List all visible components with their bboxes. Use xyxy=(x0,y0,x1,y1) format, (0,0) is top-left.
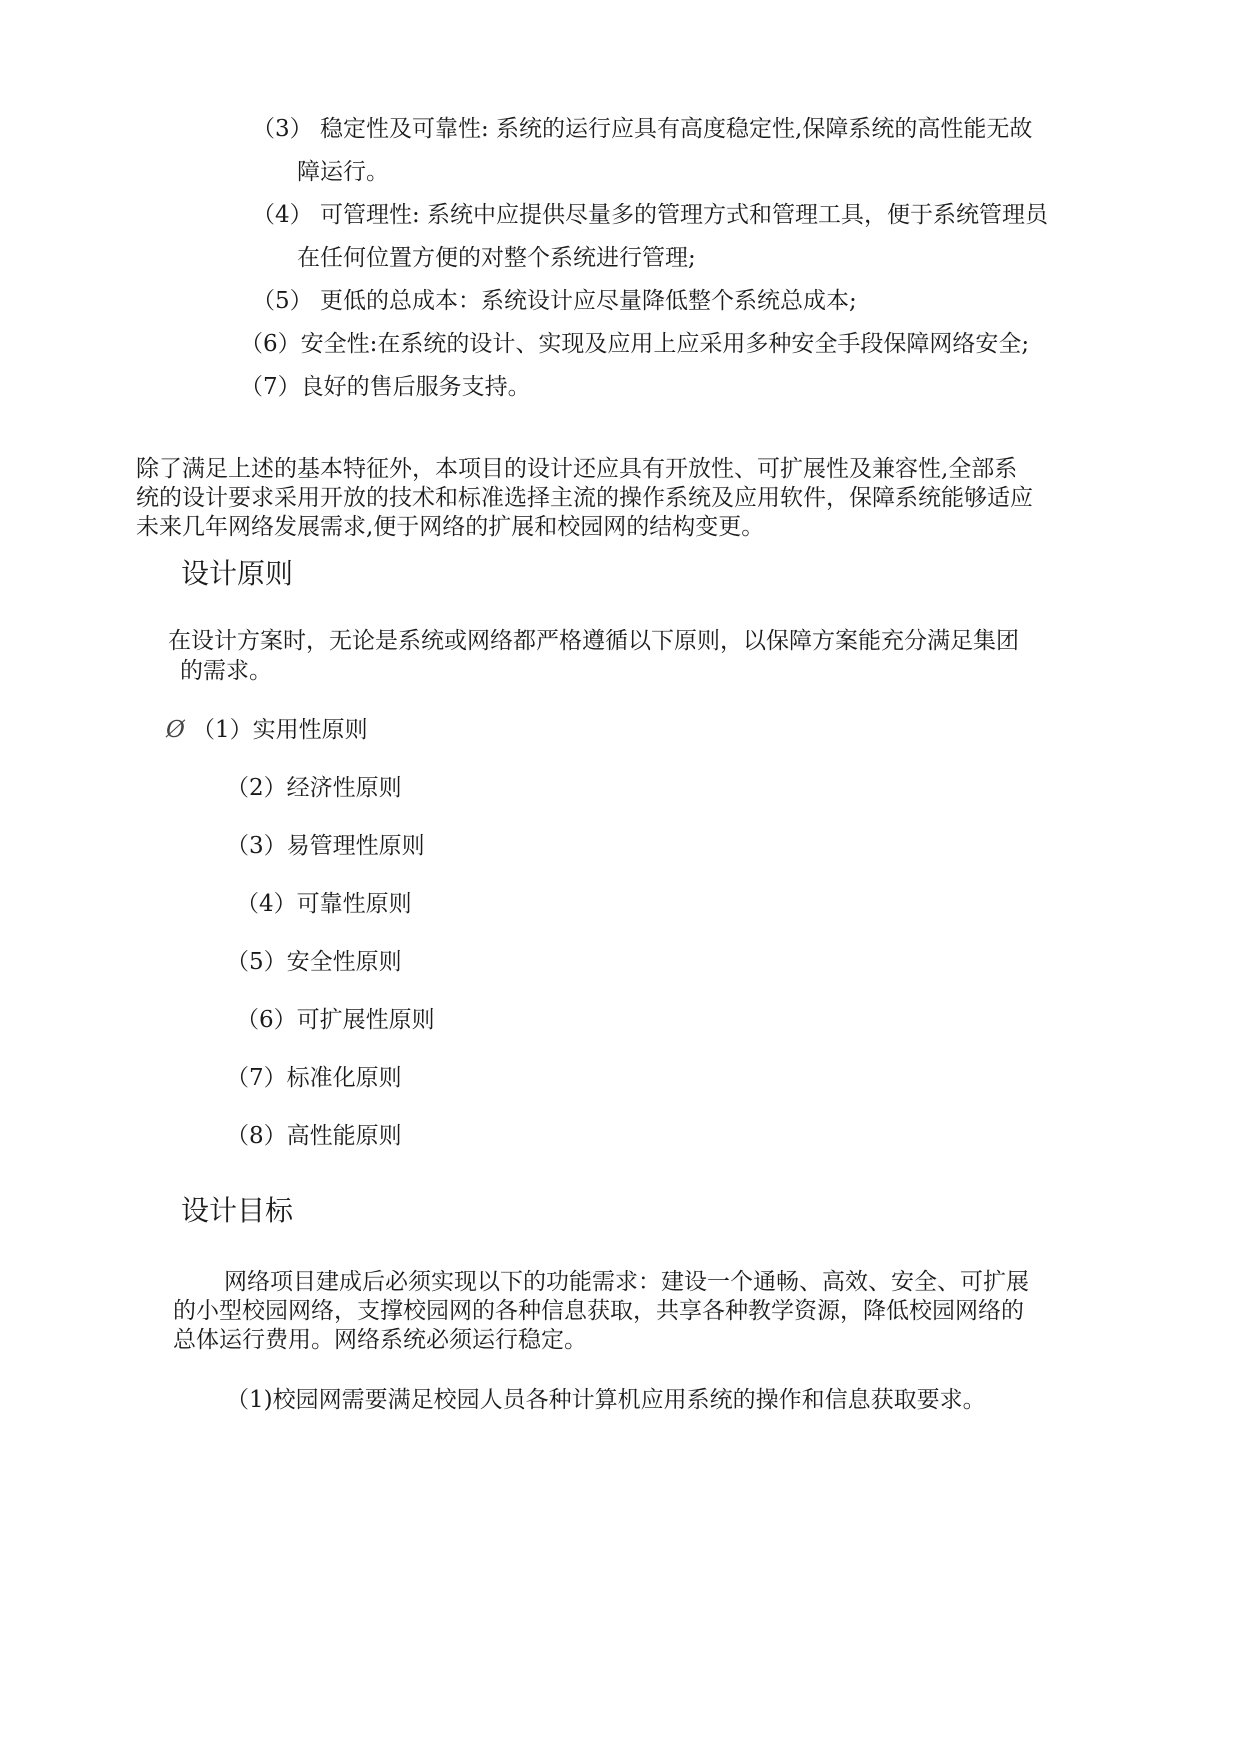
principle-item-2: （2）经济性原则 xyxy=(226,775,402,801)
feature-3-line-1: （3） 稳定性及可靠性: 系统的运行应具有高度稳定性,保障系统的高性能无故 xyxy=(252,116,1033,142)
feature-3-line-2: 障运行。 xyxy=(297,159,389,185)
feature-5: （5） 更低的总成本：系统设计应尽量降低整个系统总成本; xyxy=(252,288,857,314)
principle-item-1-label: （1）实用性原则 xyxy=(192,717,368,743)
summary-line-3: 未来几年网络发展需求,便于网络的扩展和校园网的结构变更。 xyxy=(136,514,765,540)
feature-4-line-1: （4） 可管理性: 系统中应提供尽量多的管理方式和管理工具，便于系统管理员 xyxy=(252,202,1049,228)
section-heading-goals: 设计目标 xyxy=(181,1194,294,1227)
principle-item-5: （5）安全性原则 xyxy=(226,949,402,975)
principle-item-3: （3）易管理性原则 xyxy=(226,833,425,859)
principles-intro-line-2: 的需求。 xyxy=(180,658,272,684)
principle-item-6: （6）可扩展性原则 xyxy=(236,1007,435,1033)
feature-4-line-2: 在任何位置方便的对整个系统进行管理; xyxy=(297,245,696,271)
feature-7: （7）良好的售后服务支持。 xyxy=(240,374,531,400)
principles-intro-line-1: 在设计方案时，无论是系统或网络都严格遵循以下原则，以保障方案能充分满足集团 xyxy=(168,628,1019,654)
principle-item-4: （4）可靠性原则 xyxy=(236,891,412,917)
summary-line-1: 除了满足上述的基本特征外，本项目的设计还应具有开放性、可扩展性及兼容性,全部系 xyxy=(136,456,1018,482)
goals-para-line-1: 网络项目建成后必须实现以下的功能需求：建设一个通畅、高效、安全、可扩展 xyxy=(224,1269,1029,1295)
goals-para-line-2: 的小型校园网络，支撑校园网的各种信息获取，共享各种教学资源，降低校园网络的 xyxy=(173,1298,1024,1324)
principle-item-7: （7）标准化原则 xyxy=(226,1065,402,1091)
section-heading-principles: 设计原则 xyxy=(181,557,294,590)
principle-item-1 xyxy=(166,715,368,745)
principle-item-8: （8）高性能原则 xyxy=(226,1123,402,1149)
bullet-icon: Ø xyxy=(166,717,185,743)
goals-item-1: （1)校园网需要满足校园人员各种计算机应用系统的操作和信息获取要求。 xyxy=(226,1387,986,1413)
feature-6: （6）安全性:在系统的设计、实现及应用上应采用多种安全手段保障网络安全; xyxy=(240,331,1030,357)
goals-para-line-3: 总体运行费用。网络系统必须运行稳定。 xyxy=(173,1327,587,1353)
summary-line-2: 统的设计要求采用开放的技术和标准选择主流的操作系统及应用软件，保障系统能够适应 xyxy=(136,485,1033,511)
